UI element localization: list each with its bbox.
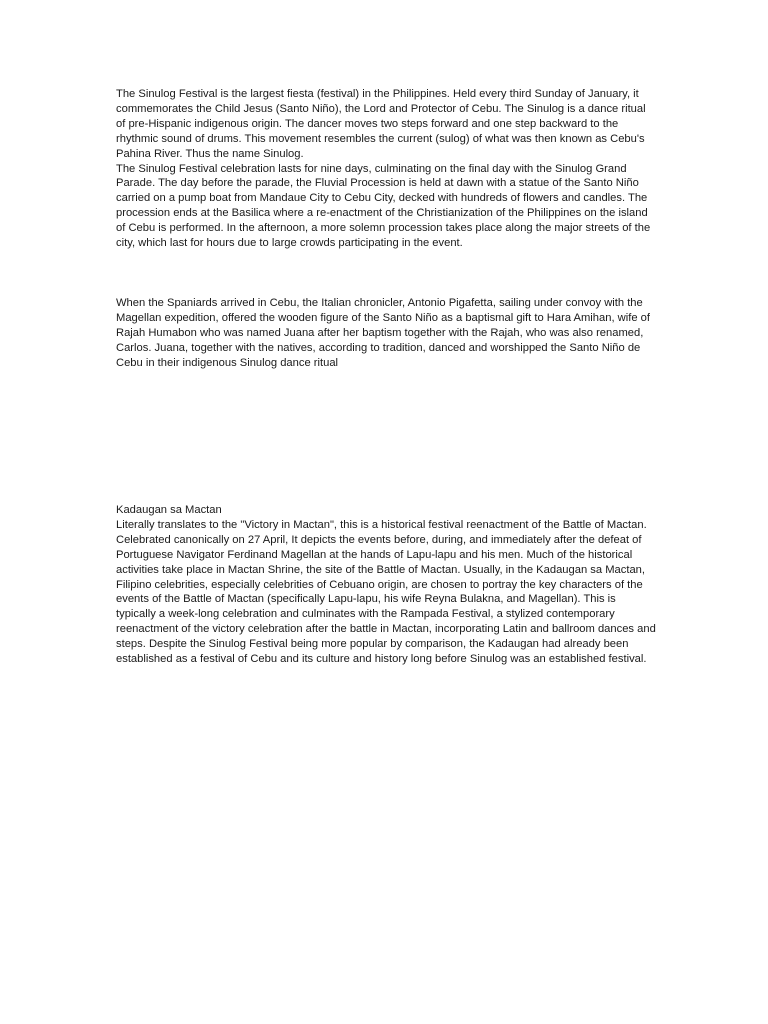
kadaugan-heading: Kadaugan sa Mactan [116,504,222,516]
sinulog-paragraph-2: The Sinulog Festival celebration lasts for nine days, culminating on the final day with the Sinulog Grand Parade. The day before the parade, the Fluvial Procession is held at dawn with a statue of the Santo Niño carried on a pump boat from Mandaue City to Cebu City, decked with hundreds of flowers and candles. The procession ends at the Basilica where a re-enactment of the Christianization of the Philippines on the island of Cebu is performed. In the afternoon, a more solemn procession takes place along the major streets of the city, which last for hours due to large crowds participating in the event. [116,162,651,250]
kadaugan-section [116,503,656,667]
sinulog-section [116,87,656,251]
sinulog-paragraph-1: The Sinulog Festival is the largest fiesta (festival) in the Philippines. Held every third Sunday of January, it commemorates the Child Jesus (Santo Niño), the Lord and Protector of Cebu. The Sinulog is a dance ritual of pre-Hispanic indigenous origin. The dancer moves two steps forward and one step backward to the rhythmic sound of drums. This movement resembles the current (sulog) of what was then known as Cebu's Pahina River. Thus the name Sinulog. [116,88,646,160]
kadaugan-paragraph: Literally translates to the "Victory in Mactan", this is a historical festival reenactment of the Battle of Mactan. Celebrated canonically on 27 April, It depicts the events before, during, and immediately after the defeat of Portuguese Navigator Ferdinand Magellan at the hands of Lapu-lapu and his men. Much of the historical activities take place in Mactan Shrine, the site of the Battle of Mactan. Usually, in the Kadaugan sa Mactan, Filipino celebrities, especially celebrities of Cebuano origin, are chosen to portray the key characters of the events of the Battle of Mactan (specifically Lapu-lapu, his wife Reyna Bulakna, and Magellan). This is typically a week-long celebration and culminates with the Rampada Festival, a stylized contemporary reenactment of the victory celebration after the battle in Mactan, incorporating Latin and ballroom dances and steps. Despite the Sinulog Festival being more popular by comparison, the Kadaugan had already been established as a festival of Cebu and its culture and history long before Sinulog was an established festival. [116,518,656,666]
spaniards-section [116,296,656,371]
spaniards-paragraph: When the Spaniards arrived in Cebu, the Italian chronicler, Antonio Pigafetta, sailing under convoy with the Magellan expedition, offered the wooden figure of the Santo Niño as a baptismal gift to Hara Amihan, wife of Rajah Humabon who was named Juana after her baptism together with the Rajah, who was also renamed, Carlos. Juana, together with the natives, according to tradition, danced and worshipped the Santo Niño de Cebu in their indigenous Sinulog dance ritual [116,297,651,369]
